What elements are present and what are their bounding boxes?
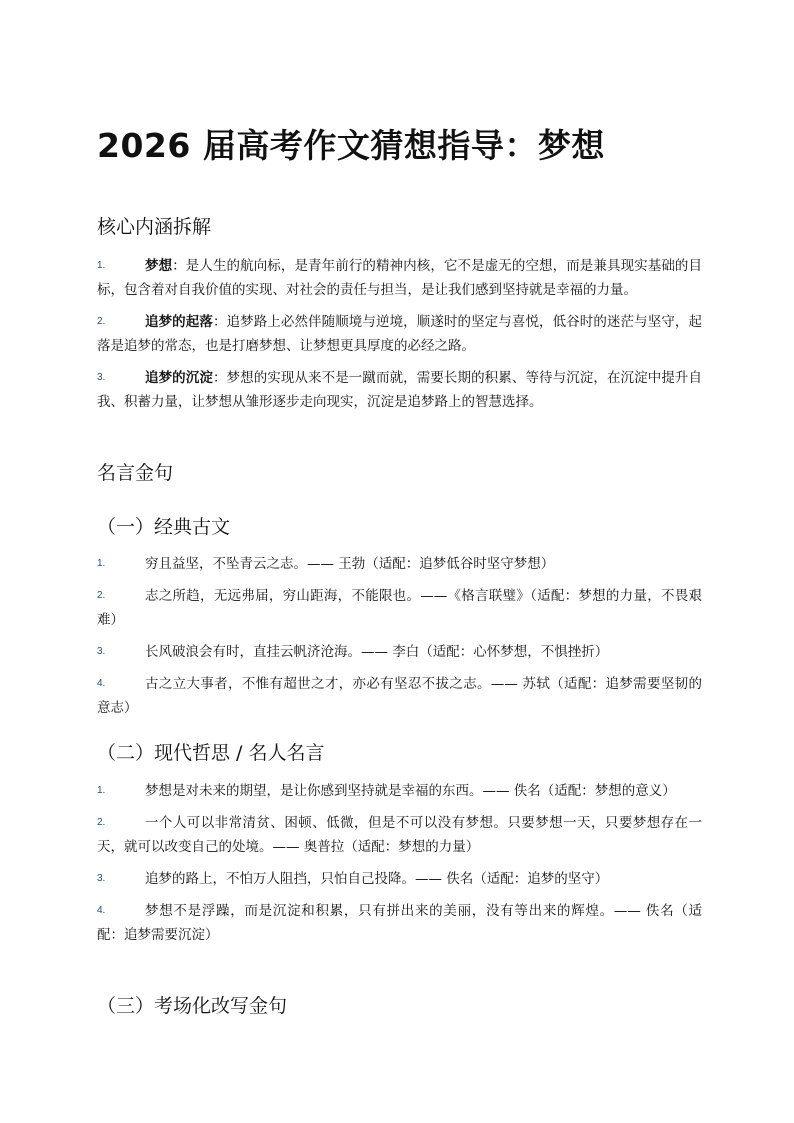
list-text: 古之立大事者，不惟有超世之才，亦必有坚忍不拔之志。—— 苏轼（适配：追梦需要坚韧的意志） [97, 676, 702, 716]
subsection-heading-classical: （一）经典古文 [97, 516, 231, 538]
subsection-heading-exam: （三）考场化改写金句 [97, 995, 288, 1017]
list-number: 4. [97, 905, 106, 916]
list-item [97, 899, 702, 947]
section-heading-core: 核心内涵拆解 [97, 216, 212, 238]
term-label: 追梦的起落 [145, 314, 213, 330]
list-text: 志之所趋，无远弗届，穷山距海，不能限也。——《格言联璧》（适配：梦想的力量，不畏艰难） [97, 588, 702, 628]
list-item [97, 779, 702, 803]
list-number: 3. [97, 873, 106, 884]
list-item [97, 310, 702, 358]
list-item [97, 366, 702, 414]
list-number: 1. [97, 558, 106, 569]
list-number: 2. [97, 590, 106, 601]
modern-list [97, 779, 702, 955]
list-number: 4. [97, 678, 106, 689]
list-item [97, 254, 702, 302]
list-text: 长风破浪会有时，直挂云帆济沧海。—— 李白（适配：心怀梦想，不惧挫折） [145, 644, 609, 660]
list-item [97, 640, 702, 664]
list-number: 2. [97, 316, 106, 327]
list-item [97, 867, 702, 891]
classical-list [97, 552, 702, 728]
list-number: 3. [97, 372, 106, 383]
list-item [97, 672, 702, 720]
list-text: ：追梦路上必然伴随顺境与逆境，顺遂时的坚定与喜悦，低谷时的迷茫与坚守，起落是追梦的常态，也是打磨梦想、让梦想更具厚度的必经之路。 [97, 314, 702, 354]
list-item [97, 552, 702, 576]
subsection-heading-modern: （二）现代哲思 / 名人名言 [97, 742, 325, 764]
list-text: ：梦想的实现从来不是一蹴而就，需要长期的积累、等待与沉淀，在沉淀中提升自我、积蓄力量，让梦想从雏形逐步走向现实，沉淀是追梦路上的智慧选择。 [97, 370, 702, 410]
term-label: 梦想 [145, 258, 173, 274]
list-number: 1. [97, 260, 106, 271]
list-text: ：是人生的航向标，是青年前行的精神内核，它不是虚无的空想，而是兼具现实基础的目标，包含着对自我价值的实现、对社会的责任与担当，是让我们感到坚持就是幸福的力量。 [97, 258, 703, 298]
list-item [97, 584, 702, 632]
list-text: 穷且益坚，不坠青云之志。—— 王勃（适配：追梦低谷时坚守梦想） [145, 556, 555, 572]
list-text: 一个人可以非常清贫、困顿、低微，但是不可以没有梦想。只要梦想一天，只要梦想存在一天，就可以改变自己的处境。—— 奥普拉（适配：梦想的力量） [97, 815, 702, 855]
list-text: 梦想不是浮躁，而是沉淀和积累，只有拼出来的美丽，没有等出来的辉煌。—— 佚名（适配：追梦需要沉淀） [97, 903, 702, 943]
section-heading-quotes: 名言金句 [97, 462, 174, 484]
list-text: 梦想是对未来的期望，是让你感到坚持就是幸福的东西。—— 佚名（适配：梦想的意义） [145, 783, 676, 799]
list-item [97, 811, 702, 859]
list-text: 追梦的路上，不怕万人阻挡，只怕自己投降。—— 佚名（适配：追梦的坚守） [145, 871, 609, 887]
list-number: 1. [97, 785, 106, 796]
list-number: 2. [97, 817, 106, 828]
core-list [97, 254, 702, 422]
document-title: 2026 届高考作文猜想指导：梦想 [97, 126, 605, 165]
term-label: 追梦的沉淀 [145, 370, 213, 386]
list-number: 3. [97, 646, 106, 657]
